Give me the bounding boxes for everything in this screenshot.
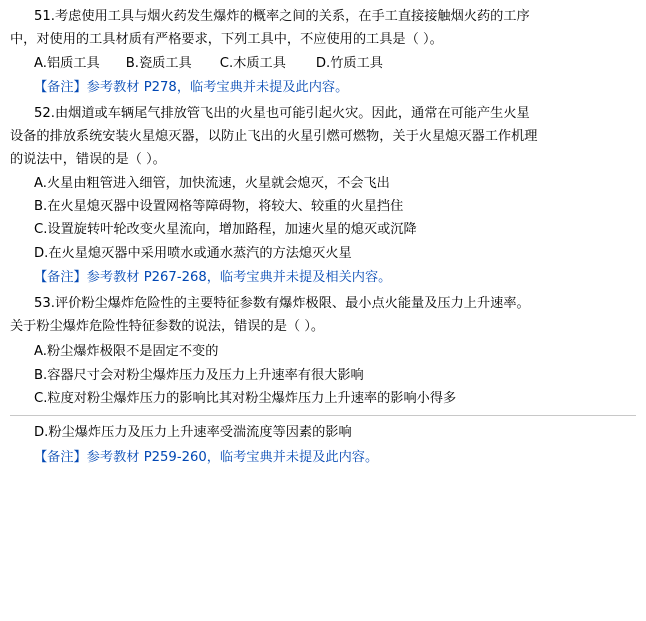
question-51-note-body: 参考教材 P278，临考宝典并未提及此内容。 bbox=[86, 80, 349, 96]
question-53-note bbox=[10, 447, 636, 468]
question-52-stem-line-1: 52.由烟道或车辆尾气排放管飞出的火星也可能引起火灾。因此，通常在可能产生火星 bbox=[34, 105, 530, 121]
question-block-51 bbox=[10, 6, 636, 99]
question-53-option-c: C.粒度对粉尘爆炸压力的影响比其对粉尘爆炸压力上升速率的影响小得多 bbox=[34, 391, 457, 406]
page-divider bbox=[10, 415, 636, 416]
question-51-note bbox=[10, 77, 636, 98]
question-51-option-d: D.竹质工具 bbox=[315, 55, 383, 71]
question-52-option-c: C.设置旋转叶轮改变火星流向，增加路程，加速火星的熄灭或沉降 bbox=[34, 222, 417, 238]
question-53-option-d: D.粉尘爆炸压力及压力上升速率受湍流度等因素的影响 bbox=[34, 425, 352, 441]
question-51-option-b: B.瓷质工具 bbox=[125, 55, 192, 71]
question-52-option-b: B.在火星熄灭器中设置网格等障碍物，将较大、较重的火星挡住 bbox=[34, 199, 404, 214]
question-52-note-body: 参考教材 P267-268，临考宝典并未提及相关内容。 bbox=[86, 270, 392, 286]
question-51-note-tag: 【备注】 bbox=[34, 80, 87, 96]
option-gap-1 bbox=[100, 53, 126, 74]
question-53-note-tag: 【备注】 bbox=[34, 449, 87, 465]
question-51-option-c: C.木质工具 bbox=[219, 55, 286, 71]
question-51-option-a: A.铝质工具 bbox=[34, 55, 100, 71]
question-52-stem-line-3: 的说法中，错误的是（ ）。 bbox=[10, 152, 166, 168]
question-52-option-a: A.火星由粗管进入细管，加快流速，火星就会熄灭，不会飞出 bbox=[34, 175, 390, 191]
question-51-stem-line-2: 中，对使用的工具材质有严格要求，下列工具中，不应使用的工具是（ ）。 bbox=[10, 32, 443, 48]
option-gap-2 bbox=[192, 53, 220, 74]
option-gap-3 bbox=[286, 53, 316, 74]
question-53-stem-line-2: 关于粉尘爆炸危险性特征参数的说法，错误的是（ ）。 bbox=[10, 318, 325, 334]
question-53-option-b: B.容器尺寸会对粉尘爆炸压力及压力上升速率有很大影响 bbox=[34, 367, 364, 383]
question-53-option-a: A.粉尘爆炸极限不是固定不变的 bbox=[34, 344, 219, 360]
question-block-52 bbox=[10, 103, 636, 289]
question-52-note-tag: 【备注】 bbox=[34, 270, 87, 286]
question-53-note-body: 参考教材 P259-260，临考宝典并未提及此内容。 bbox=[86, 449, 379, 465]
question-52-note bbox=[10, 267, 636, 288]
question-51-stem-line-1: 51.考虑使用工具与烟火药发生爆炸的概率之间的关系，在手工直接接触烟火药的工序 bbox=[34, 9, 530, 24]
question-52-stem-line-2: 设备的排放系统安装火星熄灭器，以防止飞出的火星引燃可燃物，关于火星熄灭器工作机理 bbox=[10, 128, 538, 144]
question-52-option-d: D.在火星熄灭器中采用喷水或通水蒸汽的方法熄灭火星 bbox=[34, 245, 352, 261]
question-51-options-row bbox=[10, 53, 636, 74]
question-53-stem-line-1: 53.评价粉尘爆炸危险性的主要特征参数有爆炸极限、最小点火能量及压力上升速率。 bbox=[34, 295, 530, 311]
question-block-53 bbox=[10, 293, 636, 469]
